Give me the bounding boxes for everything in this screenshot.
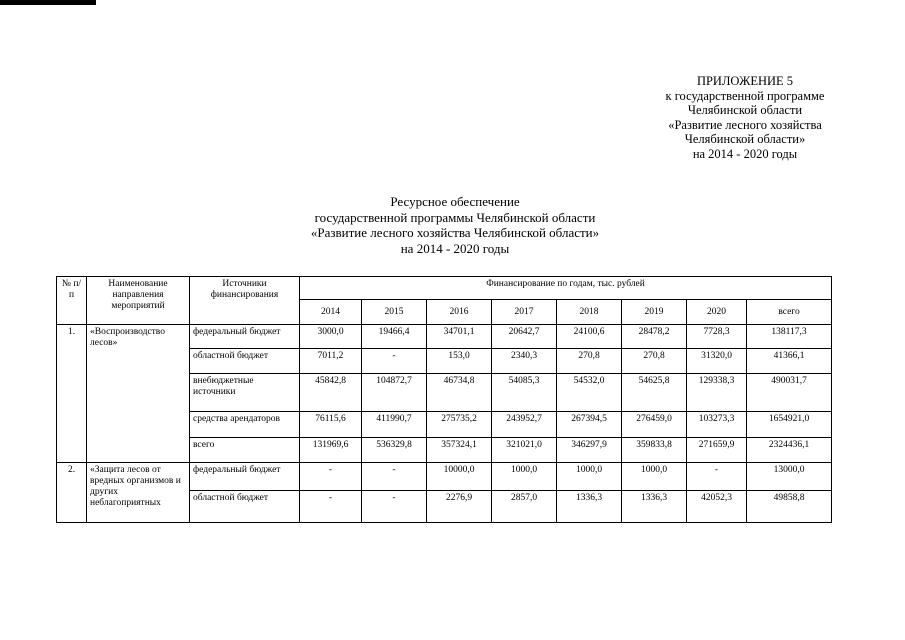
value-cell: 10000,0 <box>427 463 492 491</box>
direction-name: «Воспроизводство лесов» <box>87 325 190 463</box>
value-cell: 54085,3 <box>492 374 557 412</box>
appendix-line: на 2014 - 2020 годы <box>692 146 798 161</box>
value-cell: 19466,4 <box>362 325 427 349</box>
funding-source: федеральный бюджет <box>190 325 300 349</box>
table-row <box>57 463 832 491</box>
total-cell: 490031,7 <box>747 374 832 412</box>
title-line: государственной программы Челябинской области <box>314 209 596 225</box>
year-header: 2017 <box>492 300 557 325</box>
value-cell: 270,8 <box>622 349 687 374</box>
col-header-num: № п/п <box>57 277 87 325</box>
value-cell: 76115,6 <box>300 412 362 438</box>
value-cell: 131969,6 <box>300 438 362 463</box>
value-cell: 7011,2 <box>300 349 362 374</box>
total-cell: 138117,3 <box>747 325 832 349</box>
appendix-line: «Развитие лесного хозяйства <box>668 117 822 132</box>
value-cell: 2340,3 <box>492 349 557 374</box>
year-header: 2015 <box>362 300 427 325</box>
value-cell: - <box>300 491 362 523</box>
funding-source: областной бюджет <box>190 491 300 523</box>
value-cell: 34701,1 <box>427 325 492 349</box>
value-cell: 276459,0 <box>622 412 687 438</box>
value-cell: 42052,3 <box>687 491 747 523</box>
value-cell: - <box>362 491 427 523</box>
value-cell: 2857,0 <box>492 491 557 523</box>
value-cell: 103273,3 <box>687 412 747 438</box>
appendix-line: к государственной программе <box>665 88 825 103</box>
appendix-line: Челябинской области» <box>684 132 806 146</box>
value-cell: - <box>362 349 427 374</box>
value-cell: 153,0 <box>427 349 492 374</box>
value-cell: 1000,0 <box>557 463 622 491</box>
funding-source: областной бюджет <box>190 349 300 374</box>
direction-name: «Защита лесов от вредных организмов и других неблагоприятных <box>87 463 190 523</box>
scan-edge-mark <box>0 0 96 5</box>
value-cell: 243952,7 <box>492 412 557 438</box>
appendix-line: ПРИЛОЖЕНИЕ 5 <box>696 74 794 88</box>
value-cell: 1336,3 <box>557 491 622 523</box>
total-header: всего <box>747 300 832 325</box>
value-cell: - <box>300 463 362 491</box>
appendix-header <box>600 74 890 161</box>
title-line: «Развитие лесного хозяйства Челябинской области» <box>310 225 600 240</box>
value-cell: 346297,9 <box>557 438 622 463</box>
resource-table <box>56 276 832 523</box>
year-header: 2014 <box>300 300 362 325</box>
year-header: 2020 <box>687 300 747 325</box>
header-row <box>57 277 832 300</box>
value-cell: - <box>362 463 427 491</box>
row-number: 1. <box>57 325 87 463</box>
value-cell: 536329,8 <box>362 438 427 463</box>
col-header-name: Наименование направления мероприятий <box>87 277 190 325</box>
total-cell: 2324436,1 <box>747 438 832 463</box>
value-cell: 271659,9 <box>687 438 747 463</box>
document-title <box>230 194 680 256</box>
year-header: 2018 <box>557 300 622 325</box>
title-line: Ресурсное обеспечение <box>390 194 520 209</box>
value-cell: 54625,8 <box>622 374 687 412</box>
value-cell: 267394,5 <box>557 412 622 438</box>
value-cell: 3000,0 <box>300 325 362 349</box>
value-cell: 31320,0 <box>687 349 747 374</box>
funding-source: внебюджетные источники <box>190 374 300 412</box>
value-cell: 357324,1 <box>427 438 492 463</box>
value-cell: 359833,8 <box>622 438 687 463</box>
title-line: на 2014 - 2020 годы <box>400 240 510 256</box>
value-cell: 411990,7 <box>362 412 427 438</box>
col-header-source: Источники финансирования <box>190 277 300 325</box>
table-row <box>57 325 832 349</box>
total-cell: 13000,0 <box>747 463 832 491</box>
col-header-funding: Финансирование по годам, тыс. рублей <box>300 277 832 300</box>
value-cell: 7728,3 <box>687 325 747 349</box>
value-cell: 28478,2 <box>622 325 687 349</box>
value-cell: 129338,3 <box>687 374 747 412</box>
value-cell: 1336,3 <box>622 491 687 523</box>
row-number: 2. <box>57 463 87 523</box>
total-cell: 41366,1 <box>747 349 832 374</box>
value-cell: 24100,6 <box>557 325 622 349</box>
value-cell: 45842,8 <box>300 374 362 412</box>
value-cell: - <box>687 463 747 491</box>
value-cell: 20642,7 <box>492 325 557 349</box>
value-cell: 321021,0 <box>492 438 557 463</box>
value-cell: 270,8 <box>557 349 622 374</box>
year-header: 2019 <box>622 300 687 325</box>
value-cell: 104872,7 <box>362 374 427 412</box>
total-cell: 49858,8 <box>747 491 832 523</box>
value-cell: 54532,0 <box>557 374 622 412</box>
value-cell: 1000,0 <box>492 463 557 491</box>
appendix-line: Челябинской области <box>687 103 803 117</box>
value-cell: 46734,8 <box>427 374 492 412</box>
year-header: 2016 <box>427 300 492 325</box>
funding-source: всего <box>190 438 300 463</box>
value-cell: 1000,0 <box>622 463 687 491</box>
value-cell: 275735,2 <box>427 412 492 438</box>
value-cell: 2276,9 <box>427 491 492 523</box>
funding-source: средства арендаторов <box>190 412 300 438</box>
total-cell: 1654921,0 <box>747 412 832 438</box>
funding-source: федеральный бюджет <box>190 463 300 491</box>
